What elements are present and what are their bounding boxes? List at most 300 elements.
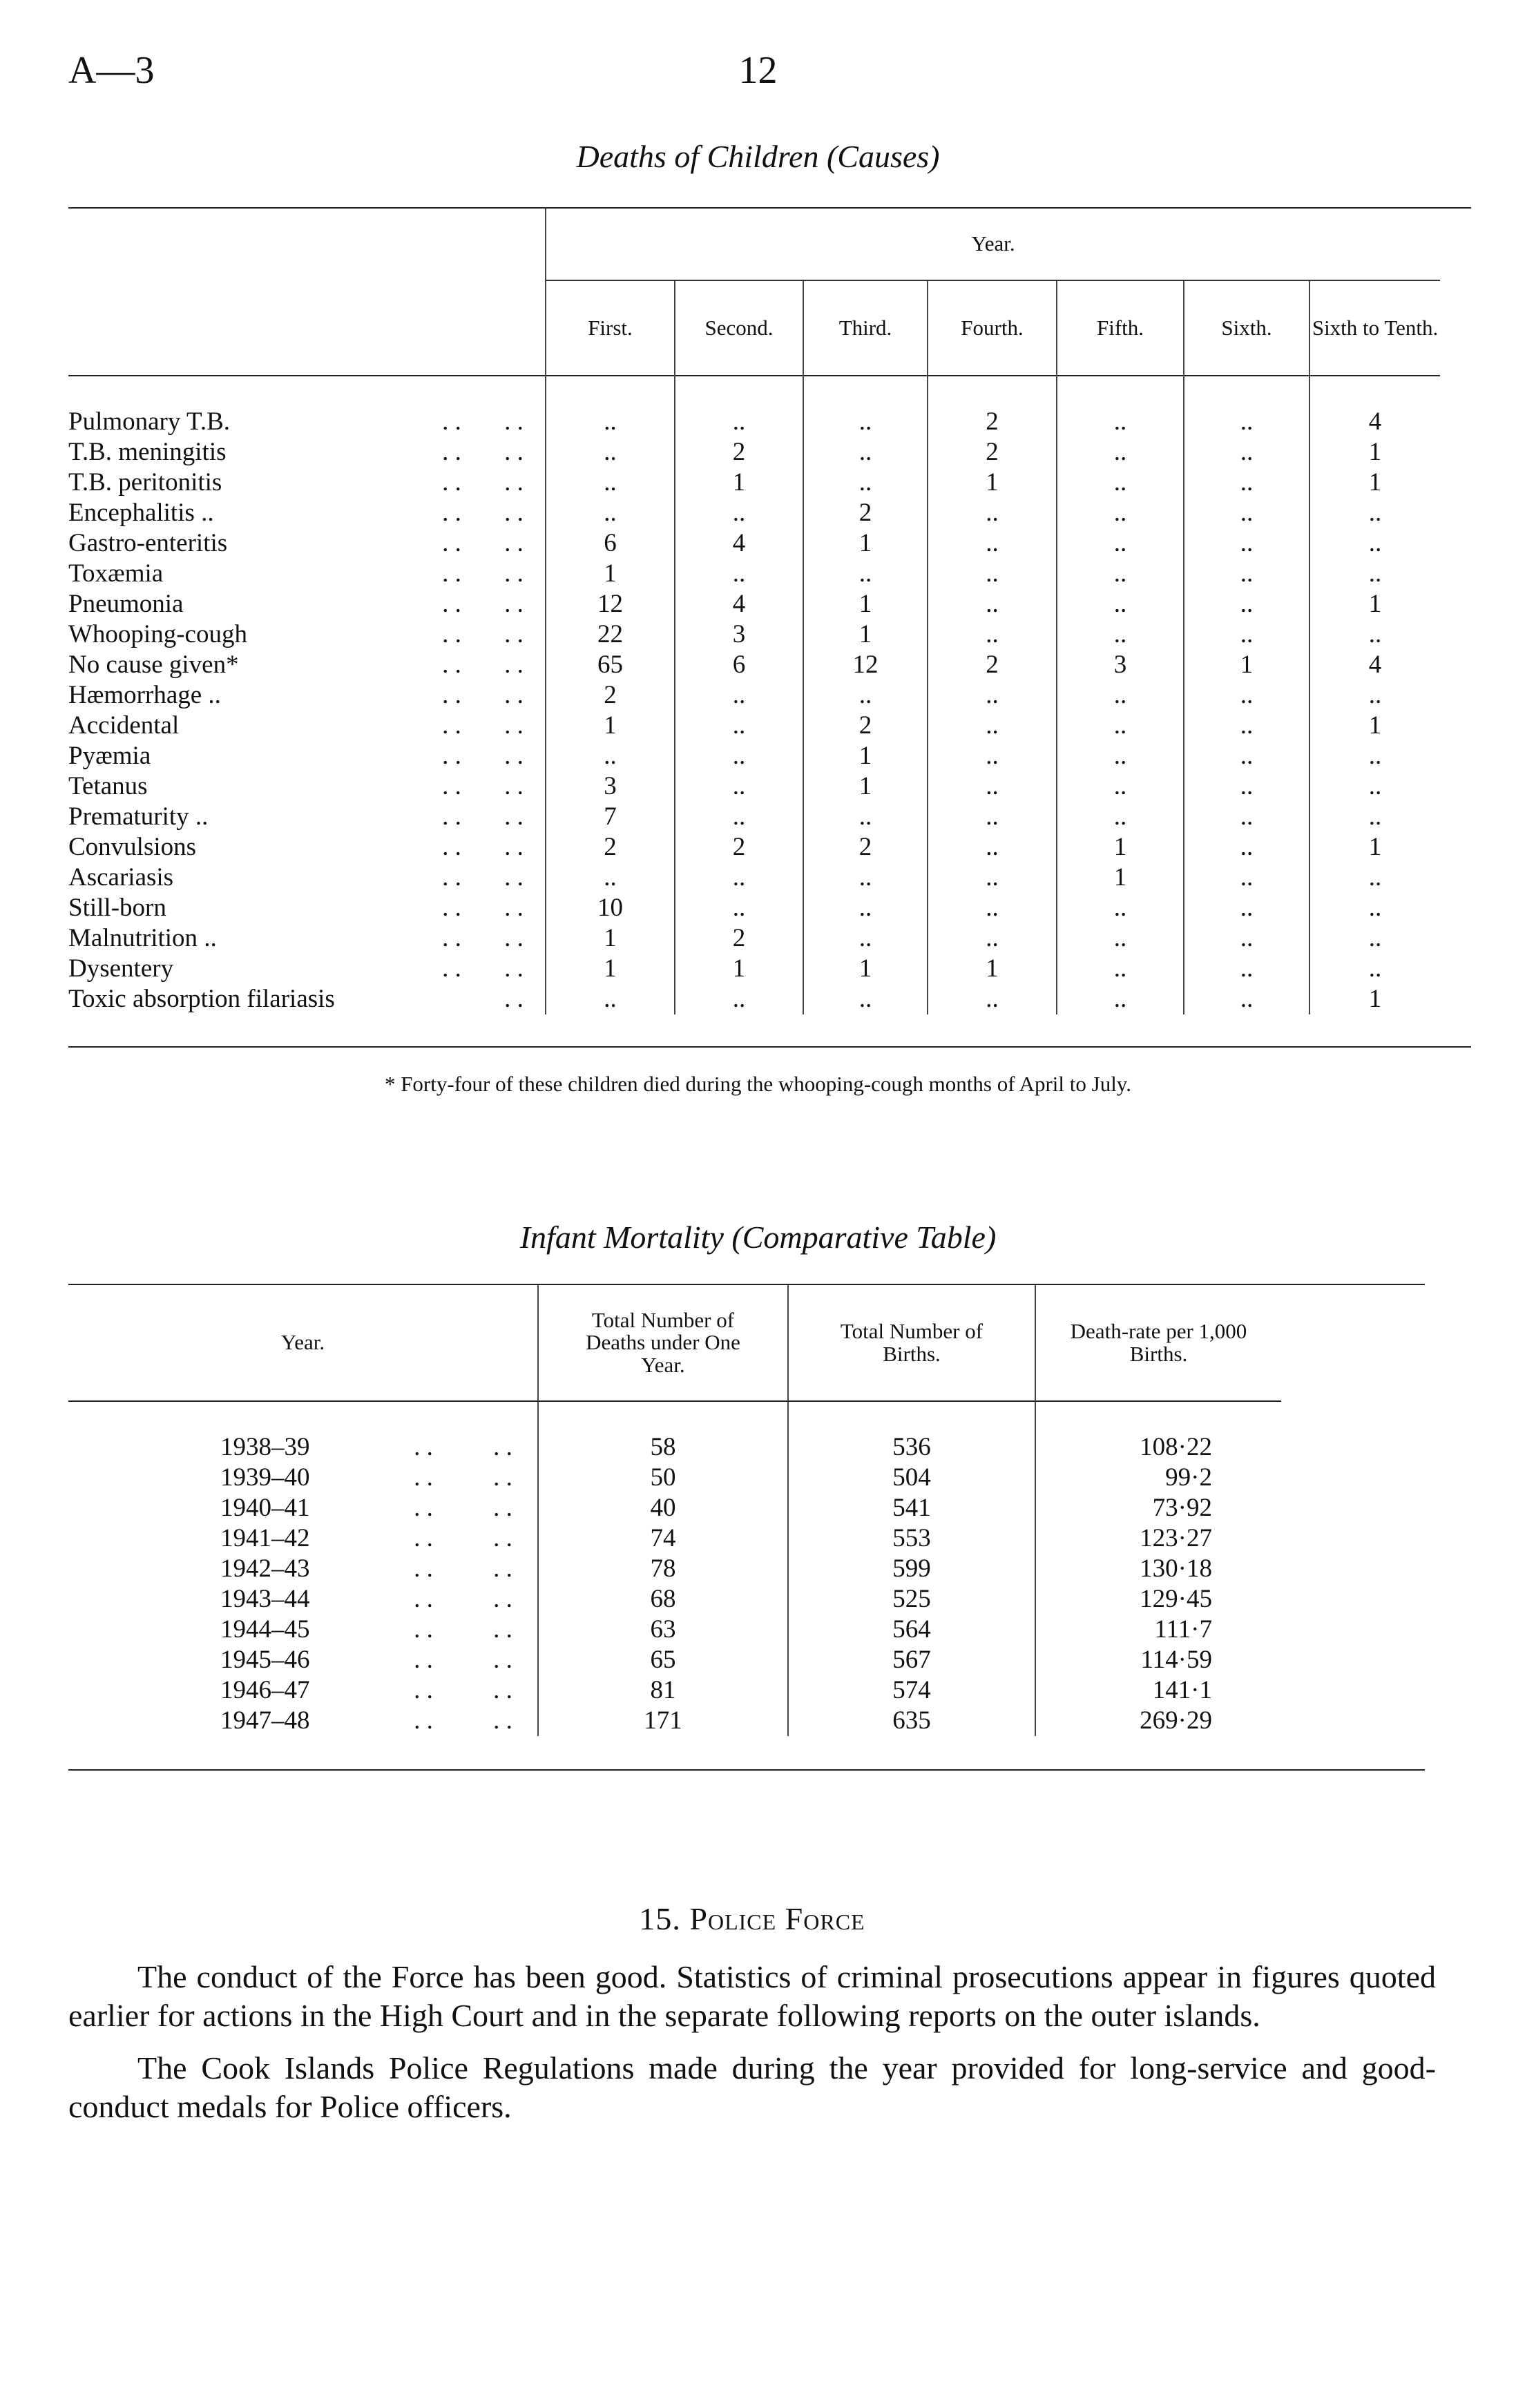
cell-value: .. [675,711,803,741]
cell-value: .. [675,893,803,923]
cause-name: T.B. peritonitis [68,468,222,497]
cell-value: 4 [675,589,803,619]
column-header: Total Number of Births. [788,1285,1035,1401]
cell-value: .. [928,680,1057,711]
column-header: Year. [280,1330,325,1355]
leader-dots: . . [504,863,524,892]
year-label-layout [68,1706,537,1736]
cell-value: 4 [1309,407,1440,437]
table-row [68,893,1440,923]
leader-dots: . . [442,772,461,800]
cell-value: .. [803,984,928,1014]
cause-name: Ascariasis [68,863,174,892]
cell-value: 1 [675,954,803,984]
cause-label-layout [68,619,545,650]
leader-dots: . . [493,1585,512,1613]
table-row [68,559,1440,589]
cell-value: 3 [546,771,675,802]
cell-value: 6 [546,528,675,559]
cause-label [68,559,546,589]
cell-value: .. [1309,863,1440,893]
cell-value: .. [675,863,803,893]
leader-dots: . . [493,1524,512,1552]
cause-label-layout [68,589,545,619]
leader-dots: . . [504,590,524,618]
leader-dots: . . [504,711,524,740]
leader-dots: . . [442,802,461,831]
cell-value: .. [546,498,675,528]
cell-value: 1 [546,711,675,741]
cause-header-blank [68,280,546,376]
cell-value: 1 [803,771,928,802]
cause-name: Still-born [68,894,166,922]
cause-label [68,468,546,498]
table-row [68,680,1440,711]
cell-value: .. [1184,984,1309,1014]
year-label-layout [68,1493,537,1523]
cell-value: 12 [546,589,675,619]
spacer-row [68,376,1440,407]
births-value: 564 [788,1615,1035,1645]
cause-name: Pneumonia [68,590,184,618]
cause-label [68,893,546,923]
cell-value: 1 [546,559,675,589]
cell-value: .. [928,619,1057,650]
footnote: * Forty-four of these children died during the whooping-cough months of April to July. [384,1072,1132,1096]
cause-label [68,407,546,437]
cell-value: .. [1184,711,1309,741]
infant-mortality-table [68,1285,1281,1736]
cell-value: 2 [928,650,1057,680]
cause-label-layout [68,893,545,923]
cause-name: Toxic absorption filariasis [68,985,335,1013]
table-row [68,832,1440,863]
cell-value: .. [546,863,675,893]
cell-value: .. [1057,589,1184,619]
cause-label [68,741,546,771]
paragraph: The Cook Islands Police Regulations made during the year provided for long-service and good-conduct medals for Police officers. [68,2050,1436,2124]
leader-dots: . . [493,1494,512,1522]
table-row [68,1493,1281,1523]
document-reference: A—3 [68,49,155,92]
cell-value: .. [675,680,803,711]
indent [68,1463,220,1493]
cause-name: Gastro-enteritis [68,529,228,557]
table-row [68,984,1440,1014]
indent [68,1432,220,1463]
indent [68,1675,220,1706]
cause-name: Malnutrition .. [68,924,217,952]
cell-value: .. [1184,589,1309,619]
cell-value: .. [928,893,1057,923]
year-value: 1942–43 [220,1554,310,1583]
cell-value: 2 [803,711,928,741]
cell-value: .. [1184,954,1309,984]
cell-value: 1 [803,954,928,984]
cell-value: 1 [1309,832,1440,863]
table-row [68,437,1440,468]
cell-value: .. [803,680,928,711]
leader-dots: . . [414,1524,433,1552]
cell-value: .. [1184,863,1309,893]
deaths-value: 58 [538,1432,788,1463]
leader-dots: . . [442,559,461,588]
cell-value: 2 [675,832,803,863]
leader-dots: . . [414,1646,433,1674]
cell-value: .. [928,741,1057,771]
leader-dots: . . [414,1494,433,1522]
leader-dots: . . [504,559,524,588]
leader-dots: . . [504,529,524,557]
cell-value: .. [1057,407,1184,437]
cell-value: .. [1184,802,1309,832]
column-header: Death-rate per 1,000 Births. [1035,1285,1281,1401]
indent [68,1554,220,1584]
cause-label-layout [68,680,545,711]
indent [68,1645,220,1675]
cause-label-layout [68,437,545,468]
leader-dots: . . [504,985,524,1013]
cell-value: 1 [1309,468,1440,498]
leader-dots: . . [442,894,461,922]
cell-value: 22 [546,619,675,650]
rate-value: 130·18 [1035,1554,1281,1584]
cell-value: .. [803,559,928,589]
leader-dots: . . [493,1463,512,1492]
cell-value: 1 [546,954,675,984]
cell-value: 1 [803,619,928,650]
cause-name: Dysentery [68,954,174,983]
year-value: 1939–40 [220,1463,310,1492]
cell-value: .. [1184,407,1309,437]
leader-dots: . . [504,802,524,831]
leader-dots: . . [442,468,461,497]
cell-value: 2 [928,407,1057,437]
year-value: 1940–41 [220,1494,310,1522]
rate-value: 123·27 [1035,1523,1281,1554]
cell-value: .. [1184,741,1309,771]
cause-label [68,437,546,468]
column-header: Sixth. [1184,280,1309,376]
cell-value: .. [803,923,928,954]
cell-value: 1 [1057,832,1184,863]
deaths-of-children-table [68,209,1440,1014]
cell-value: 65 [546,650,675,680]
births-value: 599 [788,1554,1035,1584]
indent [68,1523,220,1554]
cause-label [68,711,546,741]
leader-dots: . . [414,1463,433,1492]
cell-value: .. [928,589,1057,619]
table-row [68,468,1440,498]
leader-dots: . . [442,924,461,952]
year-label [68,1523,538,1554]
column-header: Fifth. [1057,280,1184,376]
leader-dots: . . [504,772,524,800]
cause-label-layout [68,954,545,984]
leader-dots: . . [493,1554,512,1583]
year-label [68,1706,538,1736]
cell-value: .. [1057,528,1184,559]
table-row [68,650,1440,680]
cause-name: Convulsions [68,833,197,861]
cell-value: .. [546,407,675,437]
rate-value: 108·22 [1035,1432,1281,1463]
cell-value: .. [1309,619,1440,650]
cell-value: .. [803,802,928,832]
cell-value: .. [1057,771,1184,802]
cell-value: .. [1309,954,1440,984]
cell-value: .. [928,923,1057,954]
cause-label [68,954,546,984]
table-row [68,1463,1281,1493]
cause-label-layout [68,407,545,437]
cause-name: Prematurity .. [68,802,209,831]
cell-value: 2 [546,832,675,863]
cause-name: Accidental [68,711,180,740]
leader-dots: . . [442,863,461,892]
infant-table-title: Infant Mortality (Comparative Table) [519,1220,997,1255]
table-row [68,1554,1281,1584]
cell-value: .. [803,468,928,498]
cell-value: .. [928,711,1057,741]
cause-label [68,680,546,711]
cell-value: 1 [546,923,675,954]
cell-value: 1 [928,954,1057,984]
year-label-layout [68,1584,537,1615]
column-header: Third. [803,280,928,376]
cause-label-layout [68,559,545,589]
cause-label [68,589,546,619]
rate-value: 73·92 [1035,1493,1281,1523]
cell-value: .. [546,468,675,498]
cause-label-layout [68,741,545,771]
cell-value: .. [1057,468,1184,498]
deaths-value: 78 [538,1554,788,1584]
leader-dots: . . [504,620,524,648]
cell-value: 7 [546,802,675,832]
cell-value: .. [675,498,803,528]
rate-value: 269·29 [1035,1706,1281,1736]
table-row [68,863,1440,893]
cell-value: .. [1057,619,1184,650]
cell-value: 1 [675,468,803,498]
births-value: 541 [788,1493,1035,1523]
cell-value: 3 [675,619,803,650]
cell-value: .. [928,771,1057,802]
table-row [68,1432,1281,1463]
cell-value: .. [1309,498,1440,528]
cell-value: 4 [675,528,803,559]
leader-dots: . . [493,1706,512,1735]
cell-value: .. [1309,559,1440,589]
year-label-layout [68,1432,537,1463]
cell-value: .. [675,984,803,1014]
table-row [68,1706,1281,1736]
cause-label-layout [68,528,545,559]
rate-value: 99·2 [1035,1463,1281,1493]
cell-value: .. [1184,437,1309,468]
cell-value: .. [675,802,803,832]
deaths-value: 81 [538,1675,788,1706]
cell-value: 2 [546,680,675,711]
leader-dots: . . [504,438,524,466]
cell-value: .. [1184,680,1309,711]
cause-label-layout [68,802,545,832]
cause-label [68,619,546,650]
cell-value: .. [803,437,928,468]
cause-label [68,832,546,863]
cell-value: .. [1057,893,1184,923]
table-row [68,1523,1281,1554]
cell-value: .. [1309,680,1440,711]
leader-dots: . . [442,711,461,740]
cell-value: .. [928,984,1057,1014]
cause-label-layout [68,468,545,498]
cell-value: .. [1057,923,1184,954]
year-label [68,1432,538,1463]
column-header: First. [546,280,675,376]
table-row [68,923,1440,954]
year-label [68,1645,538,1675]
indent [68,1493,220,1523]
leader-dots: . . [504,894,524,922]
leader-dots: . . [442,438,461,466]
leader-dots: . . [504,407,524,436]
table-row [68,711,1440,741]
cause-label [68,498,546,528]
births-value: 504 [788,1463,1035,1493]
table-row [68,771,1440,802]
police-section [68,1900,1436,2140]
year-label [68,1584,538,1615]
leader-dots: . . [493,1646,512,1674]
leader-dots: . . [442,590,461,618]
column-header: Second. [675,280,803,376]
cell-value: 12 [803,650,928,680]
table-rule [68,1046,1471,1048]
cell-value: 4 [1309,650,1440,680]
cell-value: 3 [1057,650,1184,680]
births-value: 536 [788,1432,1035,1463]
leader-dots: . . [493,1433,512,1461]
year-label-layout [68,1554,537,1584]
cell-value: .. [1184,559,1309,589]
cell-value: .. [928,559,1057,589]
cause-name: Pulmonary T.B. [68,407,230,436]
cell-value: 1 [1309,711,1440,741]
rate-value: 114·59 [1035,1645,1281,1675]
cause-label-layout [68,832,545,863]
cause-label-layout [68,984,545,1014]
cell-value: 2 [675,923,803,954]
cell-value: .. [1057,984,1184,1014]
cell-value: .. [928,528,1057,559]
cell-value: .. [546,437,675,468]
deaths-value: 68 [538,1584,788,1615]
deaths-table-title: Deaths of Children (Causes) [576,139,940,174]
leader-dots: . . [414,1706,433,1735]
cell-value: .. [675,407,803,437]
column-header: Fourth. [928,280,1057,376]
cell-value: .. [1057,741,1184,771]
cell-value: 1 [1057,863,1184,893]
leader-dots: . . [442,529,461,557]
cell-value: 1 [1309,984,1440,1014]
leader-dots: . . [442,954,461,983]
leader-dots: . . [442,742,461,770]
cell-value: 1 [803,741,928,771]
cause-label [68,863,546,893]
leader-dots: . . [504,499,524,527]
column-header: Total Number of Deaths under One Year. [538,1285,788,1401]
cause-name: Toxæmia [68,559,164,588]
cell-value: .. [1184,619,1309,650]
year-label [68,1675,538,1706]
leader-dots: . . [442,651,461,679]
deaths-value: 65 [538,1645,788,1675]
cell-value: .. [1057,711,1184,741]
leader-dots: . . [442,620,461,648]
year-label [68,1493,538,1523]
leader-dots: . . [493,1676,512,1704]
table-row [68,589,1440,619]
cell-value: .. [1309,771,1440,802]
year-value: 1944–45 [220,1615,310,1644]
cell-value: .. [1309,741,1440,771]
cell-value: .. [1184,771,1309,802]
leader-dots: . . [504,833,524,861]
cause-label-layout [68,498,545,528]
cell-value: .. [803,893,928,923]
cell-value: .. [1309,923,1440,954]
year-label-layout [68,1645,537,1675]
cause-label-layout [68,863,545,893]
cell-value: .. [1184,893,1309,923]
cell-value: 1 [1184,650,1309,680]
cell-value: .. [1184,498,1309,528]
leader-dots: . . [504,681,524,709]
rate-value: 141·1 [1035,1675,1281,1706]
cause-name: No cause given* [68,651,239,679]
leader-dots: . . [442,407,461,436]
cell-value: .. [546,741,675,771]
cause-header [68,209,546,280]
year-value: 1945–46 [220,1646,310,1674]
deaths-value: 74 [538,1523,788,1554]
cell-value: .. [1057,559,1184,589]
cause-label [68,984,546,1014]
table-row [68,498,1440,528]
cell-value: .. [928,802,1057,832]
births-value: 567 [788,1645,1035,1675]
table-row [68,619,1440,650]
cell-value: 1 [1309,437,1440,468]
table-row [68,528,1440,559]
cause-label-layout [68,711,545,741]
leader-dots: . . [504,924,524,952]
table-row [68,802,1440,832]
year-value: 1941–42 [220,1524,310,1552]
births-value: 635 [788,1706,1035,1736]
table-row [68,1675,1281,1706]
cell-value: .. [1057,498,1184,528]
year-label [68,1554,538,1584]
cell-value: .. [928,863,1057,893]
page-number: 12 [738,49,778,92]
leader-dots: . . [442,681,461,709]
cell-value: 10 [546,893,675,923]
